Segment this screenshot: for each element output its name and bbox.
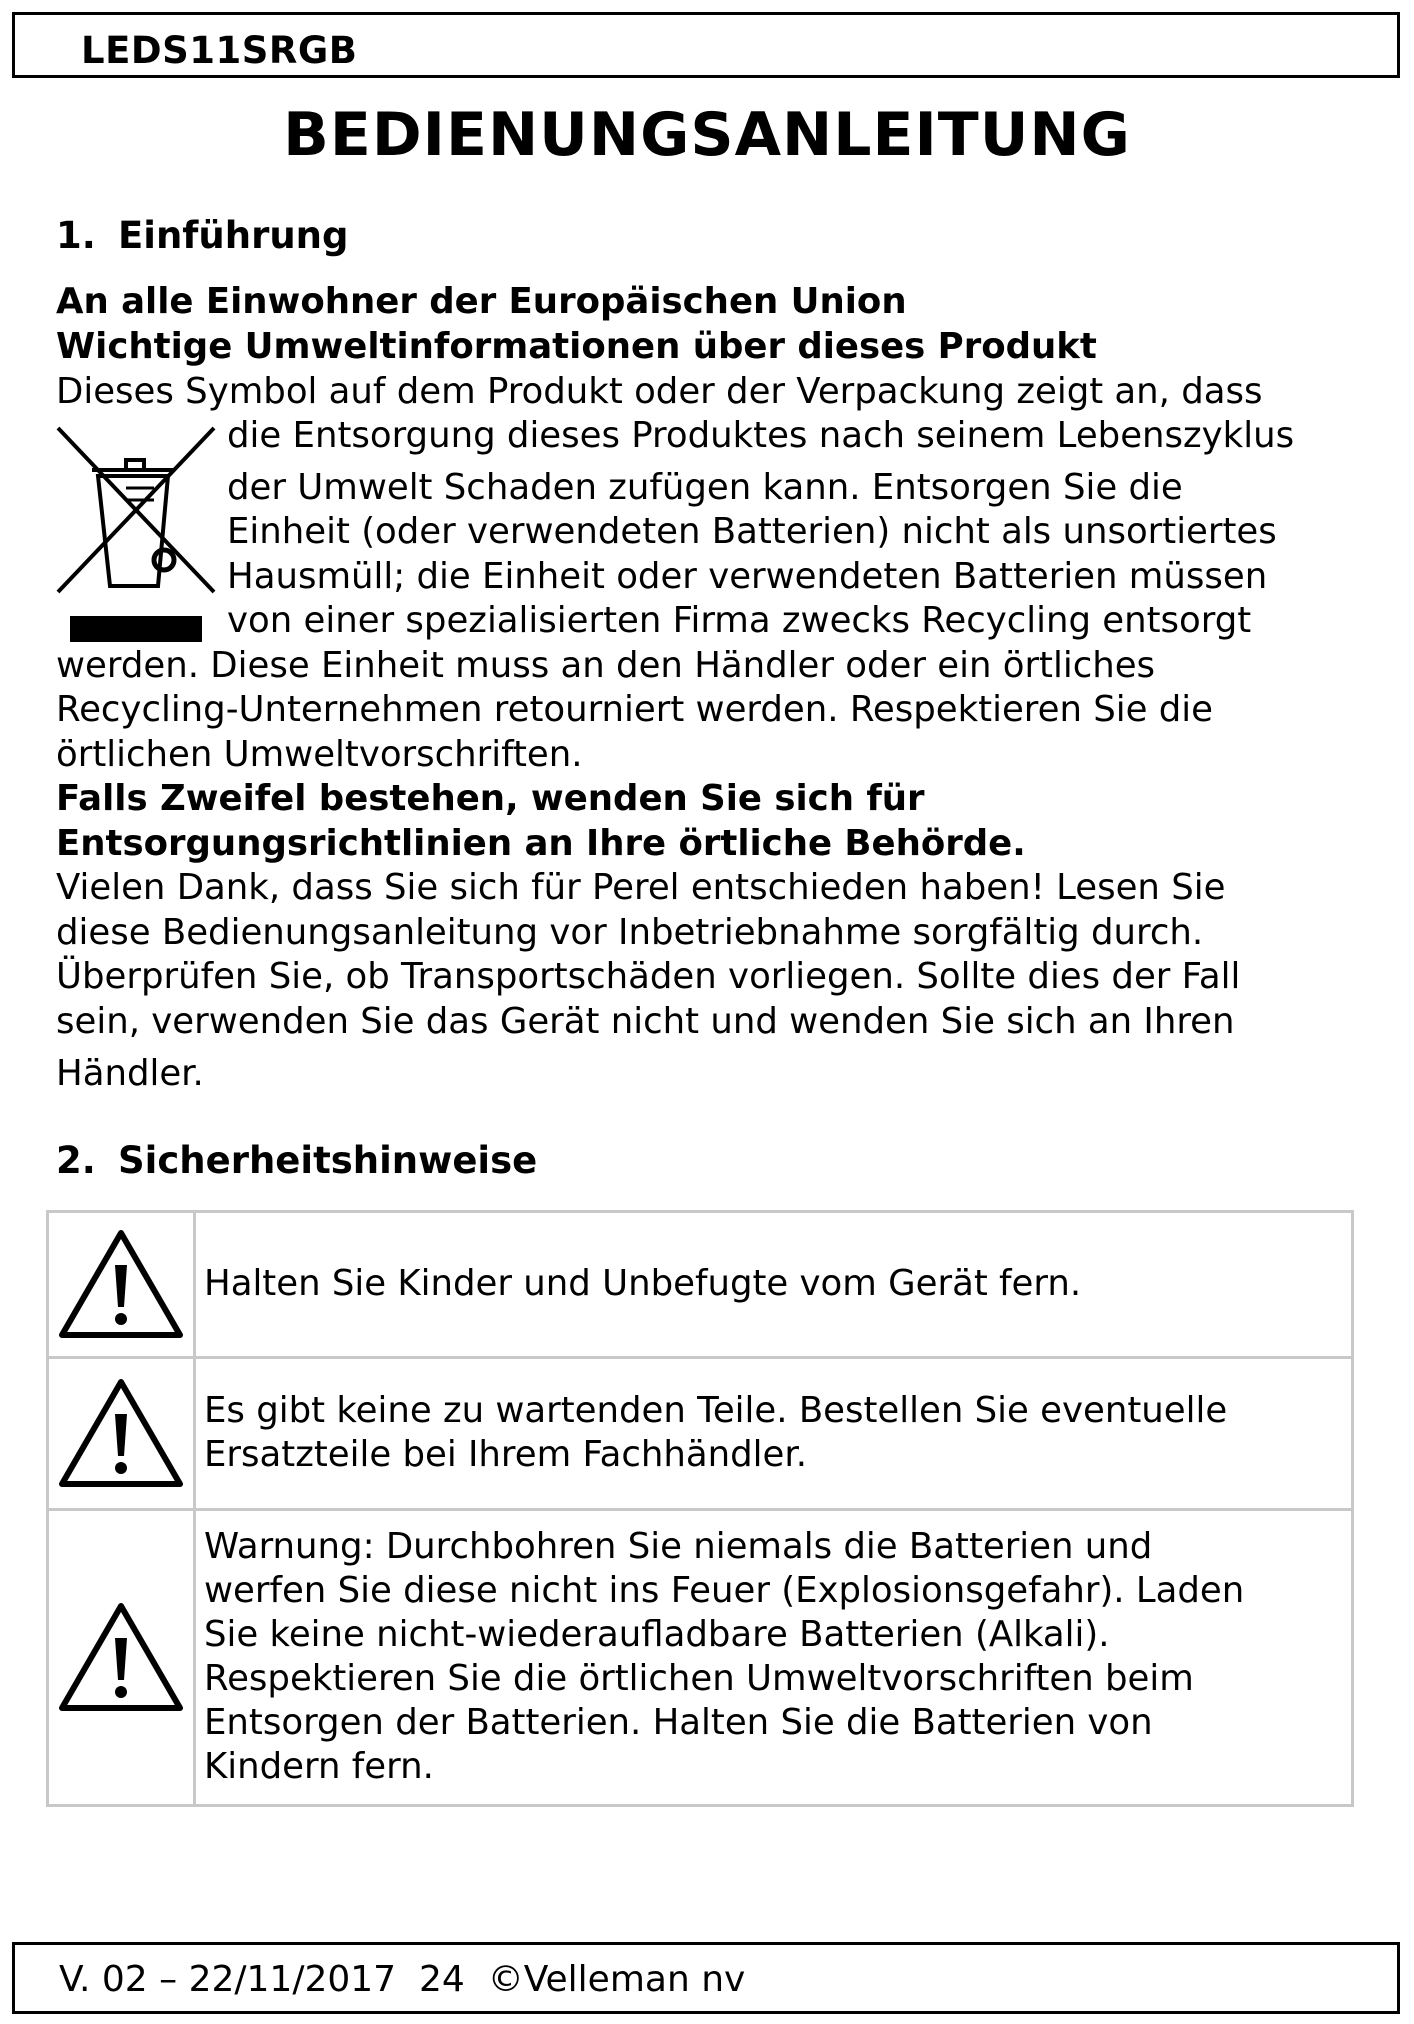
section-number: 1.	[56, 214, 96, 257]
warning-triangle-icon	[56, 1376, 186, 1491]
safety-table	[46, 1210, 1354, 1807]
copyright: ©Velleman nv	[487, 1959, 746, 2000]
crossed-out-wheelie-bin-icon	[56, 420, 216, 645]
body-line: die Entsorgung dieses Produktes nach seinem Lebenszyklus	[227, 415, 1295, 456]
body-line: Dieses Symbol auf dem Produkt oder der Verpackung zeigt an, dass	[56, 371, 1263, 412]
body-line: der Umwelt Schaden zufügen kann. Entsorgen Sie die	[227, 467, 1183, 508]
section-number: 2.	[56, 1139, 96, 1182]
body-line: diese Bedienungsanleitung vor Inbetriebnahme sorgfältig durch.	[56, 912, 1204, 953]
warning-triangle-icon	[56, 1227, 186, 1342]
body-line: werden. Diese Einheit muss an den Händler oder ein örtliches	[56, 645, 1156, 686]
warning-triangle-icon	[56, 1600, 186, 1715]
safety-row	[48, 1510, 1353, 1806]
footer-text	[59, 1959, 745, 2000]
body-line: Überprüfen Sie, ob Transportschäden vorliegen. Sollte dies der Fall	[56, 956, 1241, 997]
section-title: Sicherheitshinweise	[118, 1139, 538, 1182]
safety-text: Es gibt keine zu wartenden Teile. Bestellen Sie eventuelle Ersatzteile bei Ihrem Fachhändler.	[195, 1358, 1353, 1510]
eu-heading-line-1: An alle Einwohner der Europäischen Union	[56, 281, 907, 322]
version: V. 02	[59, 1959, 148, 2000]
date: 22/11/2017	[188, 1959, 397, 2000]
body-line: Händler.	[56, 1053, 204, 1094]
body-line: Recycling-Unternehmen retourniert werden. Respektieren Sie die	[56, 689, 1214, 730]
page-title: BEDIENUNGSANLEITUNG	[283, 100, 1131, 170]
safety-row	[48, 1212, 1353, 1358]
model-header-box	[12, 12, 1400, 78]
footer-box	[12, 1942, 1400, 2014]
eu-heading-line-2: Wichtige Umweltinformationen über dieses Produkt	[56, 326, 1097, 367]
notice-bold-line: Falls Zweifel bestehen, wenden Sie sich für	[56, 778, 925, 819]
safety-text: Halten Sie Kinder und Unbefugte vom Gerät fern.	[195, 1212, 1353, 1358]
dash: –	[159, 1959, 178, 2000]
notice-bold-line: Entsorgungsrichtlinien an Ihre örtliche Behörde.	[56, 823, 1026, 864]
safety-row	[48, 1358, 1353, 1510]
body-line: Hausmüll; die Einheit oder verwendeten Batterien müssen	[227, 556, 1268, 597]
section-title: Einführung	[118, 214, 349, 257]
body-line: von einer spezialisierten Firma zwecks Recycling entsorgt	[227, 600, 1252, 641]
body-line: örtlichen Umweltvorschriften.	[56, 734, 583, 775]
section-heading-safety	[56, 1139, 537, 1182]
body-line: Vielen Dank, dass Sie sich für Perel entschieden haben! Lesen Sie	[56, 867, 1226, 908]
body-line: sein, verwenden Sie das Gerät nicht und wenden Sie sich an Ihren	[56, 1001, 1235, 1042]
page-number: 24	[418, 1959, 465, 2000]
section-heading-intro	[56, 214, 349, 257]
body-line: Einheit (oder verwendeten Batterien) nicht als unsortiertes	[227, 511, 1277, 552]
safety-text: Warnung: Durchbohren Sie niemals die Batterien und werfen Sie diese nicht ins Feuer (Explosionsgefahr). Laden Sie keine nicht-wiederaufladbare Batterien (Alkali). Respektieren Sie die örtlichen Umweltvorschriften beim Entsorgen der Batterien. Halten Sie die Batterien von Kindern fern.	[195, 1510, 1353, 1806]
model-code: LEDS11SRGB	[81, 29, 358, 72]
